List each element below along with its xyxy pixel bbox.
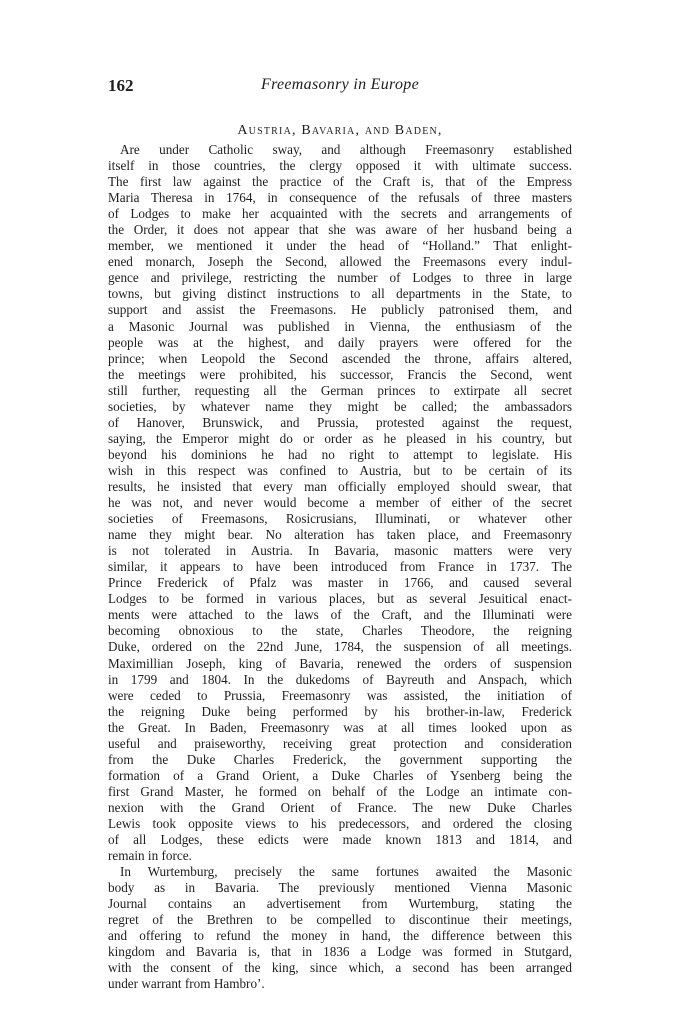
text-line: Maximillian Joseph, king of Bavaria, renewed the orders of suspension (108, 655, 572, 671)
text-line: still further, requesting all the German princes to extirpate all secret (108, 382, 572, 398)
paragraph (108, 864, 572, 992)
paragraph (108, 142, 572, 864)
text-line: Lodges to be formed in various places, but as several Jesuitical enact- (108, 591, 572, 607)
text-line: Lewis took opposite views to his predecessors, and ordered the closing (108, 815, 572, 831)
running-title: Freemasonry in Europe (261, 76, 419, 93)
text-line: Maria Theresa in 1764, in consequence of the refusals of three masters (108, 190, 572, 206)
text-line: ments were attached to the laws of the Craft, and the Illuminati were (108, 607, 572, 623)
text-line: Are under Catholic sway, and although Freemasonry established (120, 142, 572, 157)
text-line: is not tolerated in Austria. In Bavaria, masonic matters were very (108, 543, 572, 559)
text-line: first Grand Master, he formed on behalf of the Lodge an intimate con- (108, 783, 572, 799)
text-line: he was not, and never would become a member of either of the secret (108, 495, 572, 511)
text-line: prince; when Leopold the Second ascended the throne, affairs altered, (108, 350, 572, 366)
body-text (108, 142, 572, 992)
text-line: and offering to refund the money in hand, the difference between this (108, 928, 572, 944)
text-line: the reigning Duke being performed by his brother-in-law, Frederick (108, 703, 572, 719)
text-line: with the consent of the king, since which, a second has been arranged (108, 960, 572, 976)
text-line: body as in Bavaria. The previously mentioned Vienna Masonic (108, 880, 572, 896)
text-line: from the Duke Charles Frederick, the government supporting the (108, 751, 572, 767)
text-line: The first law against the practice of the Craft is, that of the Empress (108, 174, 572, 190)
text-line: of Hanover, Brunswick, and Prussia, protested against the request, (108, 414, 572, 430)
text-line: name they might bear. No alteration has taken place, and Freemasonry (108, 527, 572, 543)
text-line: Journal contains an advertisement from Wurtemburg, stating the (108, 896, 572, 912)
text-line: results, he insisted that every man officially employed should swear, that (108, 478, 572, 494)
text-line: of Lodges to make her acquainted with the secrets and arrangements of (108, 206, 572, 222)
text-line: beyond his dominions he had no right to attempt to legislate. His (108, 446, 572, 462)
text-line: Duke, ordered on the 22nd June, 1784, the suspension of all meetings. (108, 639, 572, 655)
text-line: the meetings were prohibited, his successor, Francis the Second, went (108, 366, 572, 382)
text-line: useful and praiseworthy, receiving great protection and consideration (108, 735, 572, 751)
text-line: the Order, it does not appear that she was aware of her husband being a (108, 222, 572, 238)
text-line: societies, by whatever name they might be called; the ambassadors (108, 398, 572, 414)
text-line: under warrant from Hambro’. (108, 976, 265, 992)
text-line: regret of the Brethren to be compelled to discontinue their meetings, (108, 912, 572, 928)
text-line: the Great. In Baden, Freemasonry was at all times looked upon as (108, 719, 572, 735)
book-page (108, 76, 572, 992)
page-number: 162 (108, 76, 134, 95)
text-line: formation of a Grand Orient, a Duke Charles of Ysenberg being the (108, 767, 572, 783)
text-line: gence and privilege, restricting the number of Lodges to three in large (108, 270, 572, 286)
text-line: wish in this respect was confined to Austria, but to be certain of its (108, 462, 572, 478)
text-line: societies of Freemasons, Rosicrusians, Illuminati, or whatever other (108, 511, 572, 527)
text-line: Prince Frederick of Pfalz was master in 1766, and caused several (108, 575, 572, 591)
text-line: nexion with the Grand Orient of France. The new Duke Charles (108, 799, 572, 815)
text-line: becoming obnoxious to the state, Charles Theodore, the reigning (108, 623, 572, 639)
text-line: member, we mentioned it under the head of “Holland.” That enlight- (108, 238, 572, 254)
running-head (108, 76, 572, 98)
text-line: support and assist the Freemasons. He publicly patronised them, and (108, 302, 572, 318)
text-line: itself in those countries, the clergy opposed it with ultimate success. (108, 158, 572, 174)
text-line: towns, but giving distinct instructions to all departments in the State, to (108, 286, 572, 302)
text-line: of all Lodges, these edicts were made known 1813 and 1814, and (108, 832, 572, 848)
text-line: kingdom and Bavaria is, that in 1836 a Lodge was formed in Stutgard, (108, 944, 572, 960)
text-line: people was at the highest, and daily prayers were offered for the (108, 334, 572, 350)
text-line: ened monarch, Joseph the Second, allowed the Freemasons every indul- (108, 254, 572, 270)
text-line: in 1799 and 1804. In the dukedoms of Bayreuth and Anspach, which (108, 671, 572, 687)
text-line: similar, it appears to have been introduced from France in 1737. The (108, 559, 572, 575)
text-line: remain in force. (108, 848, 192, 864)
text-line: a Masonic Journal was published in Vienna, the enthusiasm of the (108, 318, 572, 334)
text-line: In Wurtemburg, precisely the same fortunes awaited the Masonic (120, 864, 572, 880)
text-line: were ceded to Prussia, Freemasonry was assisted, the initiation of (108, 687, 572, 703)
section-heading: Austria, Bavaria, and Baden, (237, 123, 443, 138)
text-line: saying, the Emperor might do or order as he pleased in his country, but (108, 430, 572, 446)
